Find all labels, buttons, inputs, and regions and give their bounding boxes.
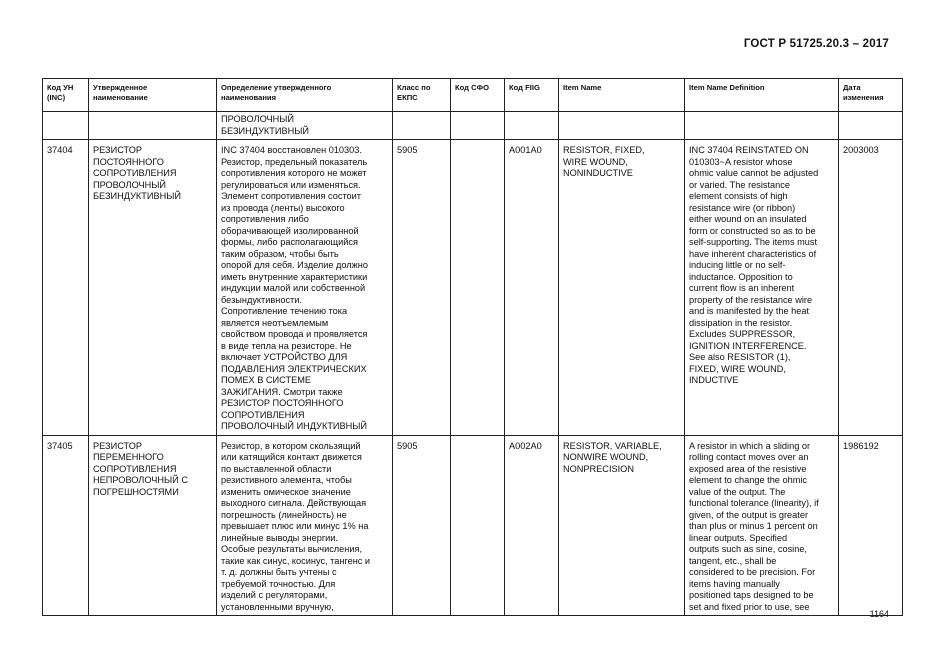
cell-name: РЕЗИСТОР ПОСТОЯННОГО СОПРОТИВЛЕНИЯ ПРОВОЛОЧНЫЙ БЕЗИНДУКТИВНЫЙ xyxy=(89,140,217,436)
col-header-code: Код УН (INC) xyxy=(43,79,89,112)
cell-item-definition: INC 37404 REINSTATED ON 010303~A resistor whose ohmic value cannot be adjusted or varied. The resistance element consists of high resistance wire (or ribbon) either wound on an insulated form or constructed so as to be self-supporting. The items must have inherent characteristics of inducing little or no self- inductance. Opposition to current flow is an inherent property of the resistance wire and is manifested by the heat dissipation in the resistor. Excludes SUPPRESSOR, IGNITION INTERFERENCE. See also RESISTOR (1), FIXED, WIRE WOUND, INDUCTIVE xyxy=(685,140,839,436)
cell-sfo xyxy=(451,435,505,616)
cell-item-name: RESISTOR, FIXED, WIRE WOUND, NONINDUCTIVE xyxy=(559,140,685,436)
cell-code: 37404 xyxy=(43,140,89,436)
page-number: 1164 xyxy=(869,609,889,619)
col-header-item-name: Item Name xyxy=(559,79,685,112)
cell-fiig: A002A0 xyxy=(505,435,559,616)
cell-ekps: 5905 xyxy=(393,140,451,436)
table-row-continuation xyxy=(43,112,903,140)
col-header-ekps: Класс по ЕКПС xyxy=(393,79,451,112)
col-header-name: Утвержденное наименование xyxy=(89,79,217,112)
col-header-item-definition: Item Name Definition xyxy=(685,79,839,112)
cell-sfo xyxy=(451,140,505,436)
classification-table xyxy=(42,78,903,616)
cell-fiig: A001A0 xyxy=(505,140,559,436)
cell-ekps: 5905 xyxy=(393,435,451,616)
col-header-sfo: Код СФО xyxy=(451,79,505,112)
cell-code: 37405 xyxy=(43,435,89,616)
col-header-date: Дата изменения xyxy=(839,79,903,112)
cell-date: 1986192 xyxy=(839,435,903,616)
col-header-fiig: Код FIIG xyxy=(505,79,559,112)
document-code: ГОСТ Р 51725.20.3 – 2017 xyxy=(743,38,889,50)
cell-item-definition: A resistor in which a sliding or rolling contact moves over an exposed area of the resistive element to change the ohmic value of the output. The functional tolerance (linearity), if given, of the output is greater than plus or minus 1 percent on linear outputs. Specified outputs such as sine, cosine, tangent, etc., shall be considered to be precision. For items having manually positioned taps designed to be set and fixed prior to use, see xyxy=(685,435,839,616)
table-row xyxy=(43,435,903,616)
cell-item-name: RESISTOR, VARIABLE, NONWIRE WOUND, NONPRECISION xyxy=(559,435,685,616)
cell-name: РЕЗИСТОР ПЕРЕМЕННОГО СОПРОТИВЛЕНИЯ НЕПРОВОЛОЧНЫЙ С ПОГРЕШНОСТЯМИ xyxy=(89,435,217,616)
cell-definition: INC 37404 восстановлен 010303. Резистор, предельный показатель сопротивления которого не может регулироваться или изменяться. Элемент сопротивления состоит из провода (ленты) высокого сопротивления либо оборачивающей изолированной формы, либо располагающийся таким образом, чтобы быть опорой для себя. Изделие должно иметь внутренние характеристики индукции малой или собственной безындуктивности. Сопротивление течению тока является неотъемлемым свойством провода и проявляется в виде тепла на резисторе. Не включает УСТРОЙСТВО ДЛЯ ПОДАВЛЕНИЯ ЭЛЕКТРИЧЕСКИХ ПОМЕХ В СИСТЕМЕ ЗАЖИГАНИЯ. Смотри также РЕЗИСТОР ПОСТОЯННОГО СОПРОТИВЛЕНИЯ ПРОВОЛОЧНЫЙ ИНДУКТИВНЫЙ xyxy=(217,140,393,436)
table-header-row xyxy=(43,79,903,112)
cell-date: 2003003 xyxy=(839,140,903,436)
continuation-definition: ПРОВОЛОЧНЫЙ БЕЗИНДУКТИВНЫЙ xyxy=(217,112,393,140)
table-row xyxy=(43,140,903,436)
col-header-definition: Определение утвержденного наименования xyxy=(217,79,393,112)
cell-definition: Резистор, в котором скользящий или катящийся контакт движется по выставленной области резистивного элемента, чтобы изменить омическое значение выходного сигнала. Действующая погрешность (линейность) не превышает плюс или минус 1% на линейные выводы энергии. Особые результаты вычисления, такие как синус, косинус, тангенс и т. д. должны быть учтены с требуемой точностью. Для изделий с регуляторами, установленными вручную, xyxy=(217,435,393,616)
